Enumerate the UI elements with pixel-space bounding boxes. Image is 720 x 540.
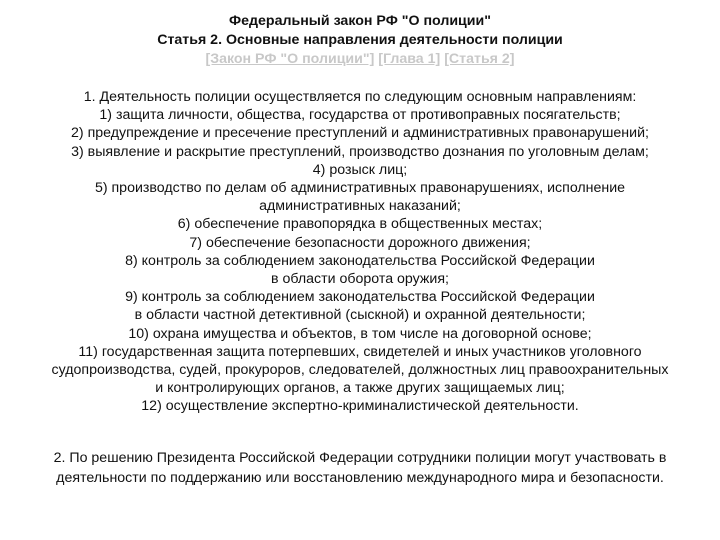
breadcrumb — [0, 50, 720, 68]
paragraph-line: 6) обеспечение правопорядка в общественных местах; — [177, 216, 543, 233]
paragraph-line: в области частной детективной (сыскной) и охранной деятельности; — [134, 307, 586, 324]
paragraph-line: 1. Деятельность полиции осуществляется по следующим основным направлениям: — [83, 89, 637, 105]
paragraph-line: 11) государственная защита потерпевших, свидетелей и иных участников уголовного — [78, 343, 642, 360]
paragraph-line: 5) производство по делам об административных правонарушениях, исполнение — [94, 180, 626, 197]
section-2 — [4, 449, 716, 488]
paragraph-line: 7) обеспечение безопасности дорожного движения; — [189, 234, 531, 251]
paragraph-line: в области оборота оружия; — [271, 271, 449, 288]
paragraph-line: 2. По решению Президента Российской Федерации сотрудники полиции могут участвовать в — [53, 450, 667, 466]
document-header — [0, 12, 720, 68]
article-body — [4, 88, 716, 416]
paragraph-line: 3) выявление и раскрытие преступлений, производство дознания по уголовным делам; — [71, 143, 649, 160]
paragraph-line: административных наказаний; — [259, 198, 461, 215]
link-law[interactable]: [Закон РФ "О полиции"] — [205, 51, 375, 68]
paragraph-line: 12) осуществление экспертно-криминалистической деятельности. — [141, 398, 579, 415]
paragraph-line: 1) защита личности, общества, государства от противоправных посягательств; — [99, 107, 621, 124]
paragraph-line: 10) охрана имущества и объектов, в том числе на договорной основе; — [128, 325, 592, 342]
paragraph-line: 8) контроль за соблюдением законодательства Российской Федерации — [125, 252, 595, 269]
law-title: Федеральный закон РФ "О полиции" — [229, 13, 491, 29]
paragraph-line: и контролирующих органов, а также других защищаемых лиц; — [155, 380, 565, 397]
link-article[interactable]: [Статья 2] — [444, 51, 515, 68]
paragraph-line: 9) контроль за соблюдением законодательства Российской Федерации — [125, 289, 595, 306]
paragraph-line: 2) предупреждение и пресечение преступлений и административных правонарушений; — [71, 125, 649, 142]
paragraph-line: деятельности по поддержанию или восстановлению международного мира и безопасности. — [56, 469, 664, 486]
article-title: Статья 2. Основные направления деятельности полиции — [157, 32, 563, 49]
paragraph-line: 4) розыск лиц; — [312, 161, 408, 178]
paragraph-line: судопроизводства, судей, прокуроров, следователей, должностных лиц правоохранительных — [51, 362, 669, 379]
link-chapter[interactable]: [Глава 1] — [378, 51, 441, 68]
